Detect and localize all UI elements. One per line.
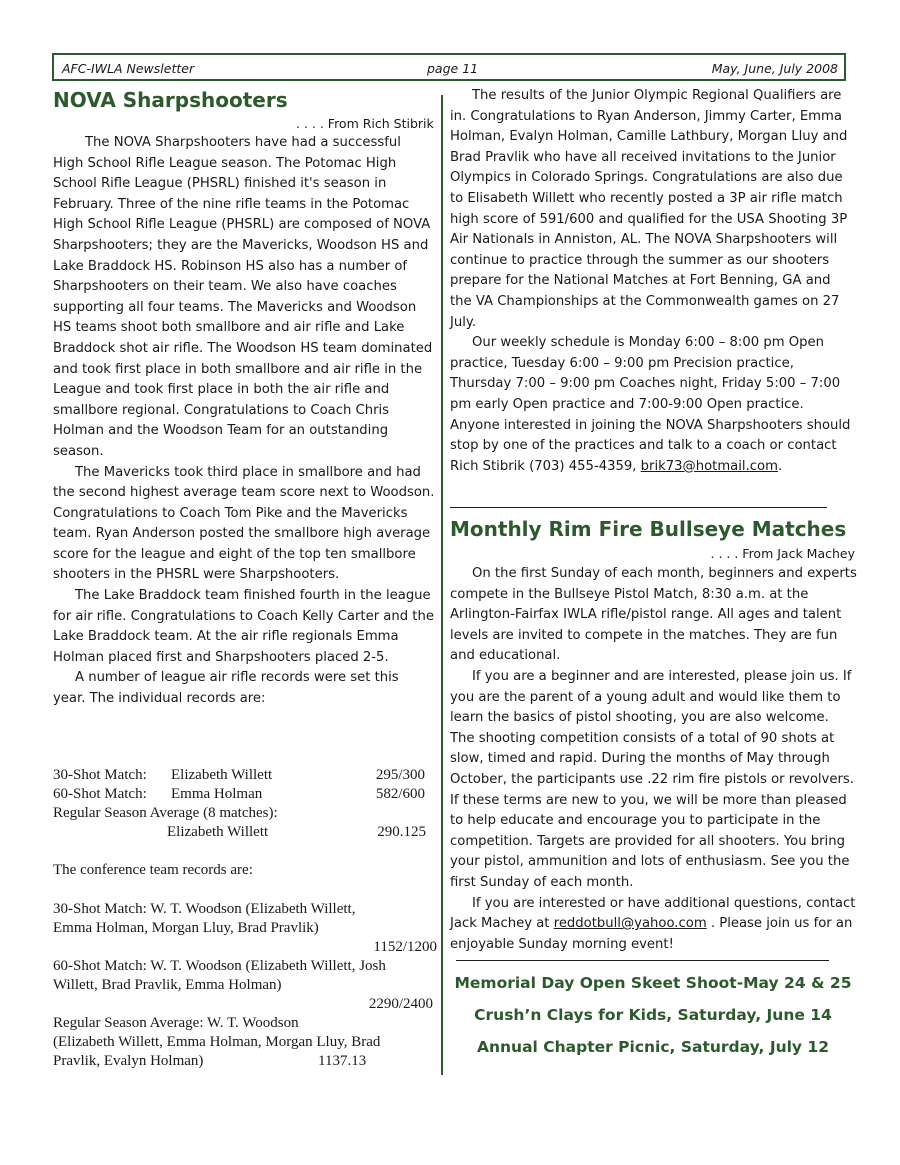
email-link[interactable]: reddotbull@yahoo.com [553, 916, 707, 932]
record-name: Elizabeth Willett [171, 767, 273, 783]
team-record-score: 1137.13 [318, 1053, 367, 1069]
record-label: 30-Shot Match: [53, 767, 147, 783]
event-announcement: Memorial Day Open Skeet Shoot-May 24 & 25 [454, 974, 852, 992]
paragraph: On the first Sunday of each month, beginners and experts compete in the Bullseye Pistol Match, 8:30 a.m. at the Arlington-Fairfax IWLA rifle/pistol range. All ages and talent levels are invited to compete in the matches. They are fun and educational. [450, 566, 857, 664]
newsletter-header [52, 53, 846, 81]
email-link[interactable]: brik73@hotmail.com [640, 458, 778, 474]
record-row [53, 785, 425, 804]
record-name: Elizabeth Willett [167, 824, 269, 840]
article-title: NOVA Sharpshooters [53, 88, 288, 112]
record-score: 295/300 [375, 767, 425, 783]
issue-date: May, June, July 2008 [711, 61, 838, 76]
paragraph: The Lake Braddock team finished fourth in the league for air rifle. Congratulations to Coach Kelly Carter and the Lake Braddock team. At the air rifle regionals Emma Holman placed first and Sharpshooters placed 2-5. [53, 588, 434, 665]
article-byline: . . . . From Rich Stibrik [296, 116, 434, 131]
section-byline: . . . . From Jack Machey [710, 546, 855, 561]
team-record-score-row [53, 938, 437, 957]
column-divider [441, 95, 443, 1075]
paragraph: The NOVA Sharpshooters have had a successful High School Rifle League season. The Potomac High School Rifle League (PHSRL) finished it's season in February. Three of the nine rifle teams in the Potomac High School Rifle League (PHSRL) are composed of NOVA Sharpshooters; they are the Mavericks, Woodson HS and Lake Braddock HS. Robinson HS also has a number of Sharpshooters on their team. We also have coaches supporting all four teams. The Mavericks and Woodson HS teams shoot both smallbore and air rifle and Lake Braddock shot air rifle. The Woodson HS team dominated and took first place in both smallbore and air rifle in the League and took first place in both the air rifle and smallbore regional. Congratulations to Coach Chris Holman and the Woodson Team for an outstanding season. [53, 135, 433, 459]
record-score: 582/600 [375, 786, 425, 802]
team-record-line: Emma Holman, Morgan Lluy, Brad Pravlik) [53, 920, 319, 936]
paragraph: If you are interested or have additional questions, contact Jack Machey at reddotbull@yahoo.com . Please join us for an enjoyable Sunday morning event! [450, 895, 856, 952]
record-label: 60-Shot Match: [53, 786, 147, 802]
paragraph: The Mavericks took third place in smallbore and had the second highest average team score next to Woodson. Congratulations to Coach Tom Pike and the Mavericks team. Ryan Anderson posted the smallbore high average score for the league and eight of the top ten smallbore shooters in the PHSRL were Sharpshooters. [53, 464, 435, 583]
paragraph: A number of league air rifle records were set this year. The individual records are: [53, 670, 399, 707]
paragraph: The results of the Junior Olympic Regional Qualifiers are in. Congratulations to Ryan Anderson, Jimmy Carter, Emma Holman, Evalyn Holman, Camille Lathbury, Morgan Lluy and Brad Pravlik who have all received invitations to the Junior Olympics in Colorado Springs. Congratulations are also due to Elisabeth Willett who recently posted a 3P air rifle match high score of 591/600 and qualified for the USA Shooting 3P Air Nationals in Anniston, AL. The NOVA Sharpshooters will continue to practice through the summer as our shooters prepare for the National Matches at Fort Benning, GA and the VA Championships at the Commonwealth games on 27 July. [450, 88, 848, 330]
record-row [53, 804, 425, 823]
team-record-line: 60-Shot Match: W. T. Woodson (Elizabeth Willett, Josh [53, 958, 386, 974]
conference-intro: The conference team records are: [53, 862, 253, 878]
team-record-line: Regular Season Average: W. T. Woodson [53, 1015, 299, 1031]
individual-records [53, 766, 425, 842]
team-record-line: 30-Shot Match: W. T. Woodson (Elizabeth Willett, [53, 901, 356, 917]
team-record-line: Pravlik, Evalyn Holman) 1137.13 [53, 1053, 367, 1069]
record-row [53, 823, 425, 842]
record-row [53, 766, 425, 785]
record-label: Regular Season Average (8 matches): [53, 805, 278, 821]
rim-fire-section [450, 564, 857, 955]
section-divider [450, 507, 827, 508]
team-record-score: 2290/2400 [368, 996, 433, 1012]
team-records [53, 900, 437, 1071]
paragraph: If you are a beginner and are interested, please join us. If you are the parent of a young adult and would like them to learn the basics of pistol shooting, you are also welcome. The shooting competition consists of a total of 90 shots at slow, timed and rapid. During the months of May through October, the participants use .22 rim fire pistols or revolvers. If these terms are new to you, we will be more than pleased to help educate and encourage you to participate in the competition. Targets are provided for all shooters. You bring your pistol, ammunition and lots of enthusiasm. See you the first Sunday of each month. [450, 668, 854, 890]
section-divider [456, 960, 829, 961]
event-announcement: Crush’n Clays for Kids, Saturday, June 14 [474, 1006, 832, 1024]
article-body [53, 133, 435, 710]
page-number: page 11 [427, 61, 479, 76]
section-title: Monthly Rim Fire Bullseye Matches [450, 517, 847, 541]
team-record-score-row [53, 995, 437, 1014]
team-record-line: Willett, Brad Pravlik, Emma Holman) [53, 977, 282, 993]
record-name: Emma Holman [171, 786, 263, 802]
paragraph: Our weekly schedule is Monday 6:00 – 8:00 pm Open practice, Tuesday 6:00 – 9:00 pm Precision practice, Thursday 7:00 – 9:00 pm Coaches night, Friday 5:00 – 7:00 pm early Open practice and 7:00-9:00 Open practice. Anyone interested in joining the NOVA Sharpshooters should stop by one of the practices and talk to a coach or contact Rich Stibrik (703) 455-4359, brik73@hotmail.com. [450, 335, 851, 474]
team-record-line: (Elizabeth Willett, Emma Holman, Morgan Lluy, Brad [53, 1034, 381, 1050]
newsletter-name: AFC-IWLA Newsletter [62, 61, 195, 76]
record-score: 290.125 [377, 824, 426, 840]
event-announcement: Annual Chapter Picnic, Saturday, July 12 [476, 1038, 830, 1056]
junior-olympics-section [450, 86, 856, 477]
team-record-score: 1152/1200 [373, 939, 437, 955]
